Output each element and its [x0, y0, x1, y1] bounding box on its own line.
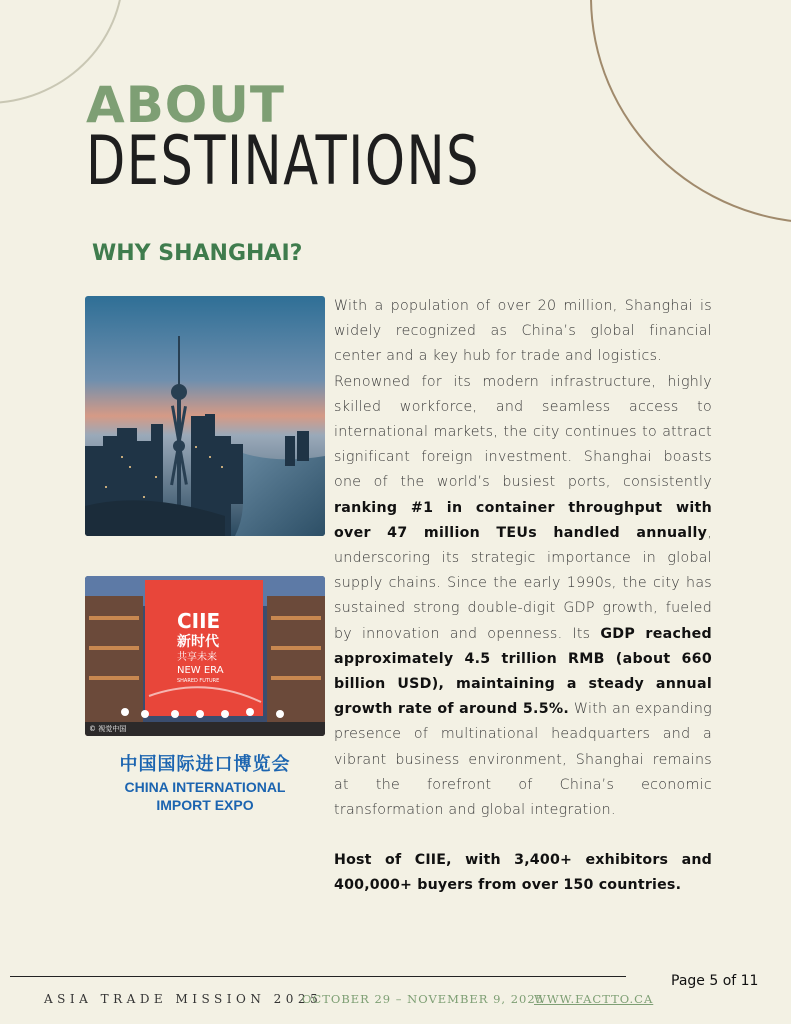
page-number: Page 5 of 11	[671, 973, 759, 989]
expo-banner-en-line2: SHARED FUTURE	[177, 678, 220, 684]
gdp-highlight: GDP reached approximately 4.5 trillion RMB (about 660 billion USD), maintaining a steady annual growth rate of around 5.5%.	[334, 625, 712, 718]
decorative-arc-top-right	[590, 0, 791, 224]
footer-dates: OCTOBER 29 – NOVEMBER 9, 2025	[302, 992, 544, 1006]
shanghai-skyline-image	[85, 296, 325, 536]
page-title-line2: DESTINATIONS	[86, 122, 481, 201]
image-watermark: © 视觉中国	[89, 725, 127, 733]
ciie-expo-building-image	[85, 576, 325, 736]
footer-divider	[10, 976, 626, 977]
page-title-line1: ABOUT	[86, 76, 286, 134]
ciie-logo-chinese: 中国国际进口博览会	[119, 754, 291, 775]
expo-banner-cn-line1: 新时代	[177, 634, 219, 650]
section-heading: WHY SHANGHAI?	[92, 241, 303, 266]
footer-mission-name: ASIA TRADE MISSION 2025	[44, 992, 323, 1006]
ciie-logo	[100, 752, 310, 814]
economy-text-b: , underscoring its strategic importance in global supply chains. Since the early 1990s, the city has sustained strong double-digit GDP growth, fueled by innovation and openness. Its	[334, 524, 712, 642]
expo-banner-logo: CIIE	[177, 609, 221, 633]
ciie-logo-english-line1: CHINA INTERNATIONAL	[124, 779, 286, 795]
footer-website-link[interactable]: WWW.FACTTO.CA	[534, 992, 654, 1006]
ciie-logo-english-line2: IMPORT EXPO	[156, 797, 254, 813]
ciie-host-callout: Host of CIIE, with 3,400+ exhibitors and 400,000+ buyers from over 150 countries.	[334, 852, 712, 894]
container-throughput-highlight: ranking #1 in container throughput with over 47 million TEUs handled annually	[334, 499, 712, 541]
economy-text-c: With an expanding presence of multinational headquarters and a vibrant business environment, Shanghai remains at the forefront of China’s economic transformation and global integration.	[334, 701, 712, 819]
paragraph-economy	[334, 370, 712, 824]
expo-banner-en-line1: NEW ERA	[177, 665, 224, 676]
paragraph-population: With a population of over 20 million, Shanghai is widely recognized as China’s global financial center and a key hub for trade and logistics.	[334, 298, 712, 365]
expo-banner-cn-line2: 共享未来	[177, 652, 217, 663]
economy-text-a: Renowned for its modern infrastructure, highly skilled workforce, and seamless access to international markets, the city continues to attract significant foreign investment. Shanghai boasts one of the world’s busiest ports, consistently	[334, 373, 712, 491]
body-text	[334, 294, 712, 823]
